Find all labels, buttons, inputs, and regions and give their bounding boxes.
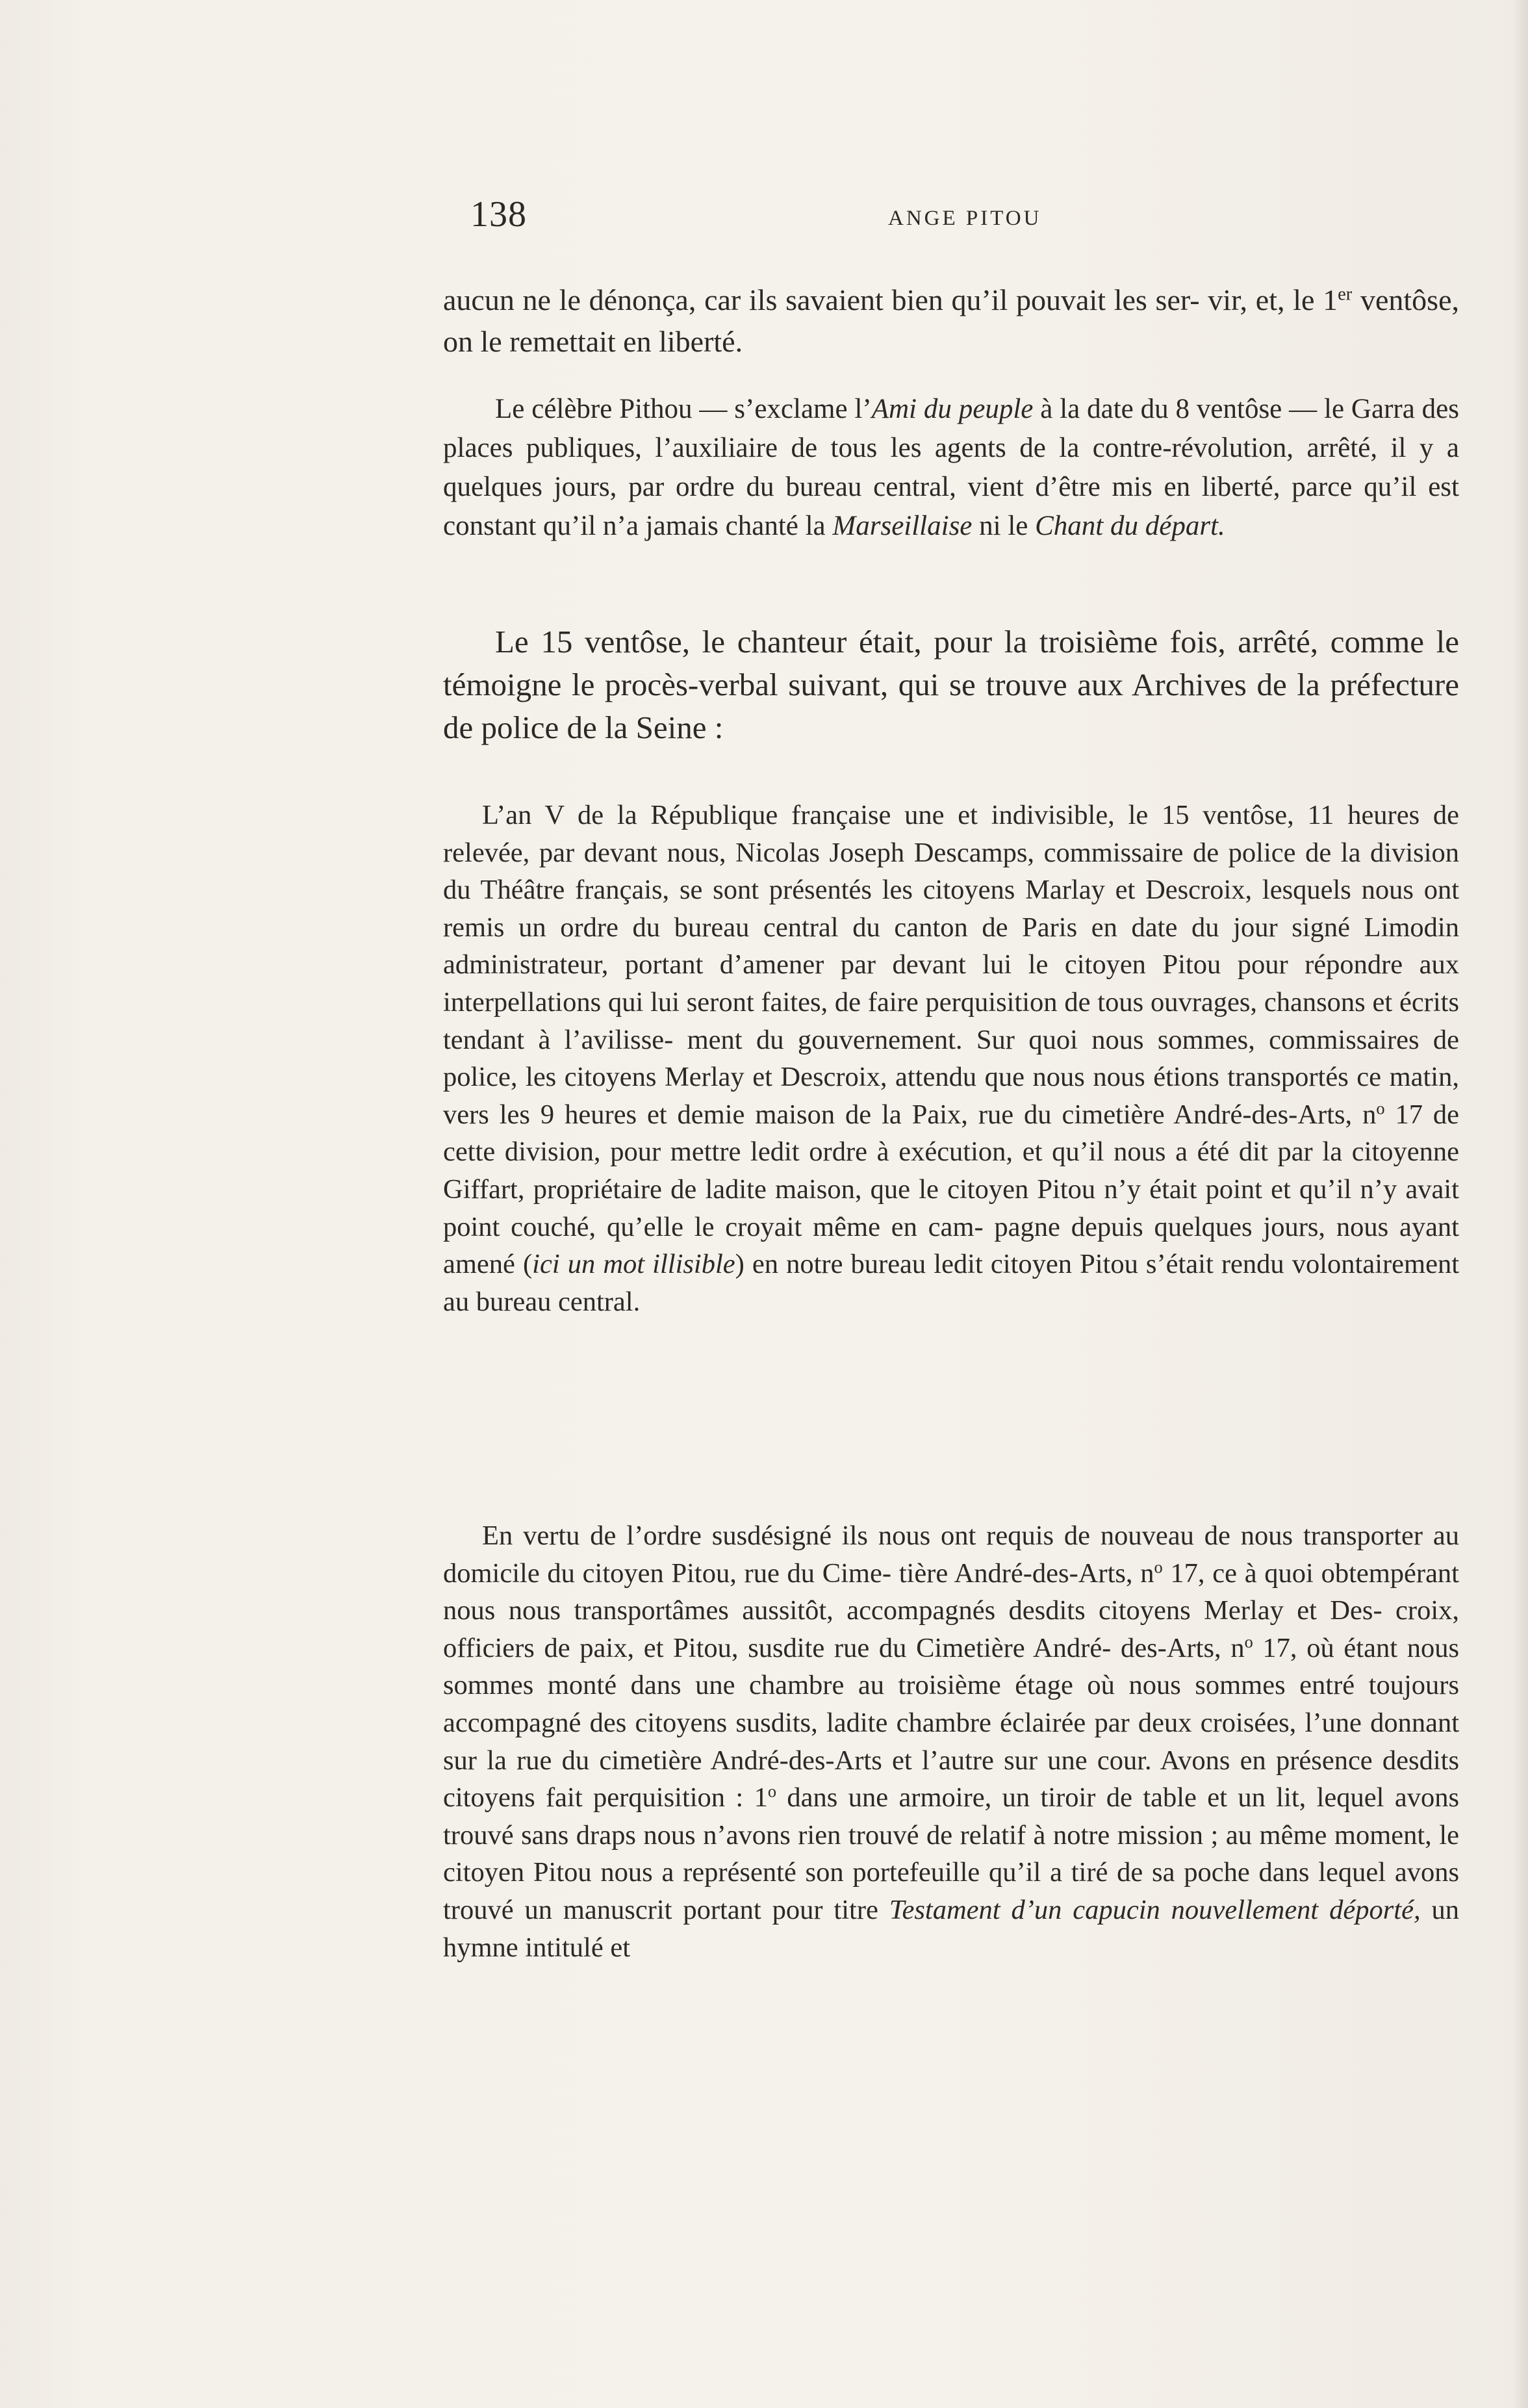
quoted-record-2-text-e: un hymne intitulé et (443, 1894, 1459, 1963)
quoted-record-1-text-c: ) en notre bureau ledit citoyen Pitou s’était rendu volontairement au bureau central. (443, 1249, 1459, 1317)
page-number: 138 (470, 194, 527, 235)
paragraph-2 (443, 390, 1459, 546)
quoted-record-2-italic-title: Testament d’un capucin nouvellement déporté, (889, 1894, 1421, 1925)
quoted-record-paragraph-1 (443, 797, 1459, 1320)
paragraph-1-text-end: ventôse, on le remettait en liberté. (443, 283, 1459, 358)
quoted-record-2-superscript-1: o (1154, 1557, 1163, 1577)
paragraph-2-italic-marseillaise: Marseillaise (832, 511, 973, 541)
running-title: ANGE PITOU (888, 207, 1042, 230)
paragraph-1-text: aucun ne le dénonça, car ils savaient bien qu’il pouvait les ser- vir, et, le 1 (443, 283, 1338, 316)
page-edge-shadow (1512, 0, 1528, 2408)
quoted-record-2-text-c: 17, où étant nous sommes monté dans une chambre au troisième étage où nous sommes entré toujours accompagné des citoyens susdits, ladite chambre éclairée par deux croisées, l’une donnant sur la rue du cimetière André-des-Arts et l’autre sur une cour. Avons en présence desdits citoyens fait perquisition : 1 (443, 1632, 1459, 1813)
quoted-record-2-superscript-3: o (767, 1782, 777, 1801)
paragraph-2-text-c: ni le (972, 511, 1036, 541)
page-header (0, 195, 1528, 247)
paragraph-2-text-b: à la date du 8 ventôse — le Garra des places publiques, l’auxiliaire de tous les agents de la contre-révolution, arrêté, il y a quelques jours, par ordre du bureau central, vient d’être mis en liberté, parce qu’il est constant qu’il n’a jamais chanté la (443, 394, 1459, 541)
quoted-record-paragraph-2 (443, 1517, 1459, 1966)
quoted-record-1-text-a: L’an V de la République française une et indivisible, le 15 ventôse, 11 heures de relevée, par devant nous, Nicolas Joseph Descamps, commissaire de police de la division du Théâtre français, se sont présentés les citoyens Marlay et Descroix, lesquels nous ont remis un ordre du bureau central du canton de Paris en date du jour signé Limodin administrateur, portant d’amener par devant lui le citoyen Pitou pour répondre aux interpellations qui lui seront faites, de faire perquisition de tous ouvrages, chansons et écrits tendant à l’avilisse- ment du gouvernement. Sur quoi nous sommes, commissaires de police, les citoyens Merlay et Descroix, attendu que nous nous étions transportés ce matin, vers les 9 heures et demie maison de la Paix, rue du cimetière André-des-Arts, n (443, 800, 1459, 1130)
paragraph-2-italic-ami-du-peuple: Ami du peuple (871, 394, 1034, 424)
quoted-record-2-text-d: dans une armoire, un tiroir de table et un lit, lequel avons trouvé sans draps nous n’avons rien trouvé de relatif à notre mission ; au même moment, le citoyen Pitou nous a représenté son portefeuille qu’il a tiré de sa poche dans lequel avons trouvé un manuscrit portant pour titre (443, 1782, 1459, 1925)
paragraph-3: Le 15 ventôse, le chanteur était, pour la troisième fois, arrêté, comme le témoigne le procès-verbal suivant, qui se trouve aux Archives de la préfecture de police de la Seine : (443, 624, 1459, 745)
quoted-record-1-italic-note: ici un mot illisible (532, 1249, 735, 1280)
quoted-record-2-text-b: 17, ce à quoi obtempérant nous nous transportâmes aussitôt, accompagnés desdits citoyens Merlay et Des- croix, officiers de paix, et Pitou, susdite rue du Cimetière André- des-Arts, n (443, 1557, 1459, 1663)
paragraph-1-superscript: er (1338, 284, 1353, 305)
quoted-record-2-superscript-2: o (1244, 1632, 1253, 1652)
paragraph-1 (443, 279, 1459, 363)
paragraph-2-italic-chant-du-depart: Chant du départ. (1035, 511, 1225, 541)
quoted-record-2-text-a: En vertu de l’ordre susdésigné ils nous ont requis de nouveau de nous transporter au domicile du citoyen Pitou, rue du Cime- tière André-des-Arts, n (443, 1520, 1459, 1589)
quoted-record-1-superscript: o (1376, 1099, 1385, 1118)
quoted-record-1-text-b: 17 de cette division, pour mettre ledit ordre à exécution, et qu’il nous a été dit par la citoyenne Giffart, propriétaire de ladite maison, que le citoyen Pitou n’y était point et qu’il n’y avait point couché, qu’elle le croyait même en cam- pagne depuis quelques jours, nous ayant amené ( (443, 1099, 1459, 1280)
paragraph-2-text-a: Le célèbre Pithou — s’exclame l’ (495, 394, 872, 424)
